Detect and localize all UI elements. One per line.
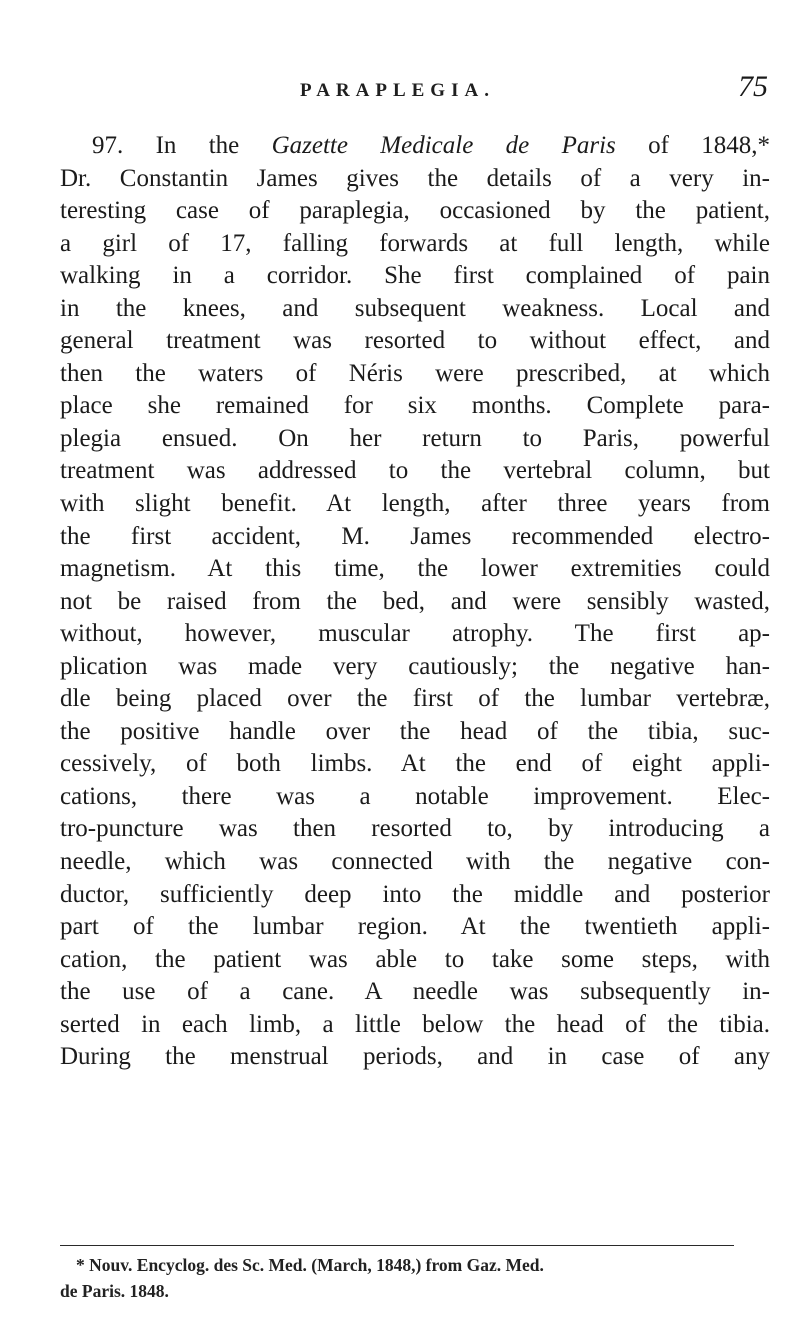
text-line: general treatment was resorted to without effect, and (60, 327, 770, 355)
text-line: part of the lumbar region. At the twentieth appli- (60, 913, 770, 941)
text-line: cation, the patient was able to take some steps, with (60, 945, 770, 973)
text-line: then the waters of Néris were prescribed, at which (60, 359, 770, 387)
text-line: During the menstrual periods, and in case of any (60, 1043, 770, 1071)
footnote-line: de Paris. 1848. (60, 1281, 169, 1301)
text-line: in the knees, and subsequent weakness. Local and (60, 294, 770, 322)
running-title: PARAPLEGIA. (300, 80, 495, 101)
text-segment: of 1848,* (615, 132, 770, 159)
text-line: the first accident, M. James recommended electro- (60, 522, 770, 550)
footnote-rule (60, 1245, 734, 1246)
text-line: cessively, of both limbs. At the end of eight appli- (60, 750, 770, 778)
text-line: walking in a corridor. She first complained of pain (60, 262, 770, 290)
text-line: Dr. Constantin James gives the details of a very in- (60, 164, 770, 192)
text-line: the positive handle over the head of the tibia, suc- (60, 717, 770, 745)
text-line: with slight benefit. At length, after three years from (60, 490, 770, 518)
text-line: ductor, sufficiently deep into the middle and posterior (60, 880, 770, 908)
journal-title: Gazette Medicale de Paris (271, 132, 616, 159)
text-line: a girl of 17, falling forwards at full length, while (60, 229, 770, 257)
text-line: serted in each limb, a little below the head of the tibia. (60, 1010, 770, 1038)
text-segment: 97. In the (92, 132, 272, 159)
text-line: teresting case of paraplegia, occasioned by the patient, (60, 197, 770, 225)
text-line: needle, which was connected with the negative con- (60, 848, 770, 876)
footnote-line: * Nouv. Encyclog. des Sc. Med. (March, 1848,) from Gaz. Med. (76, 1255, 544, 1275)
running-head (60, 70, 774, 110)
text-line: the use of a cane. A needle was subsequently in- (60, 978, 770, 1006)
text-line: without, however, muscular atrophy. The first ap- (60, 620, 770, 648)
text-line: cations, there was a notable improvement. Elec- (60, 782, 770, 810)
text-line: treatment was addressed to the vertebral column, but (60, 457, 770, 485)
text-line: place she remained for six months. Complete para- (60, 392, 770, 420)
page-number: 75 (738, 70, 768, 103)
footnote (60, 1252, 740, 1304)
text-line: plication was made very cautiously; the negative han- (60, 652, 770, 680)
text-line: magnetism. At this time, the lower extremities could (60, 555, 770, 583)
text-line: plegia ensued. On her return to Paris, powerful (60, 424, 770, 452)
text-line: not be raised from the bed, and were sensibly wasted, (60, 587, 770, 615)
paragraph-97 (60, 130, 770, 1074)
text-line: tro-puncture was then resorted to, by introducing a (60, 815, 770, 843)
text-line: dle being placed over the first of the lumbar vertebræ, (60, 685, 770, 713)
text-line (60, 130, 770, 163)
